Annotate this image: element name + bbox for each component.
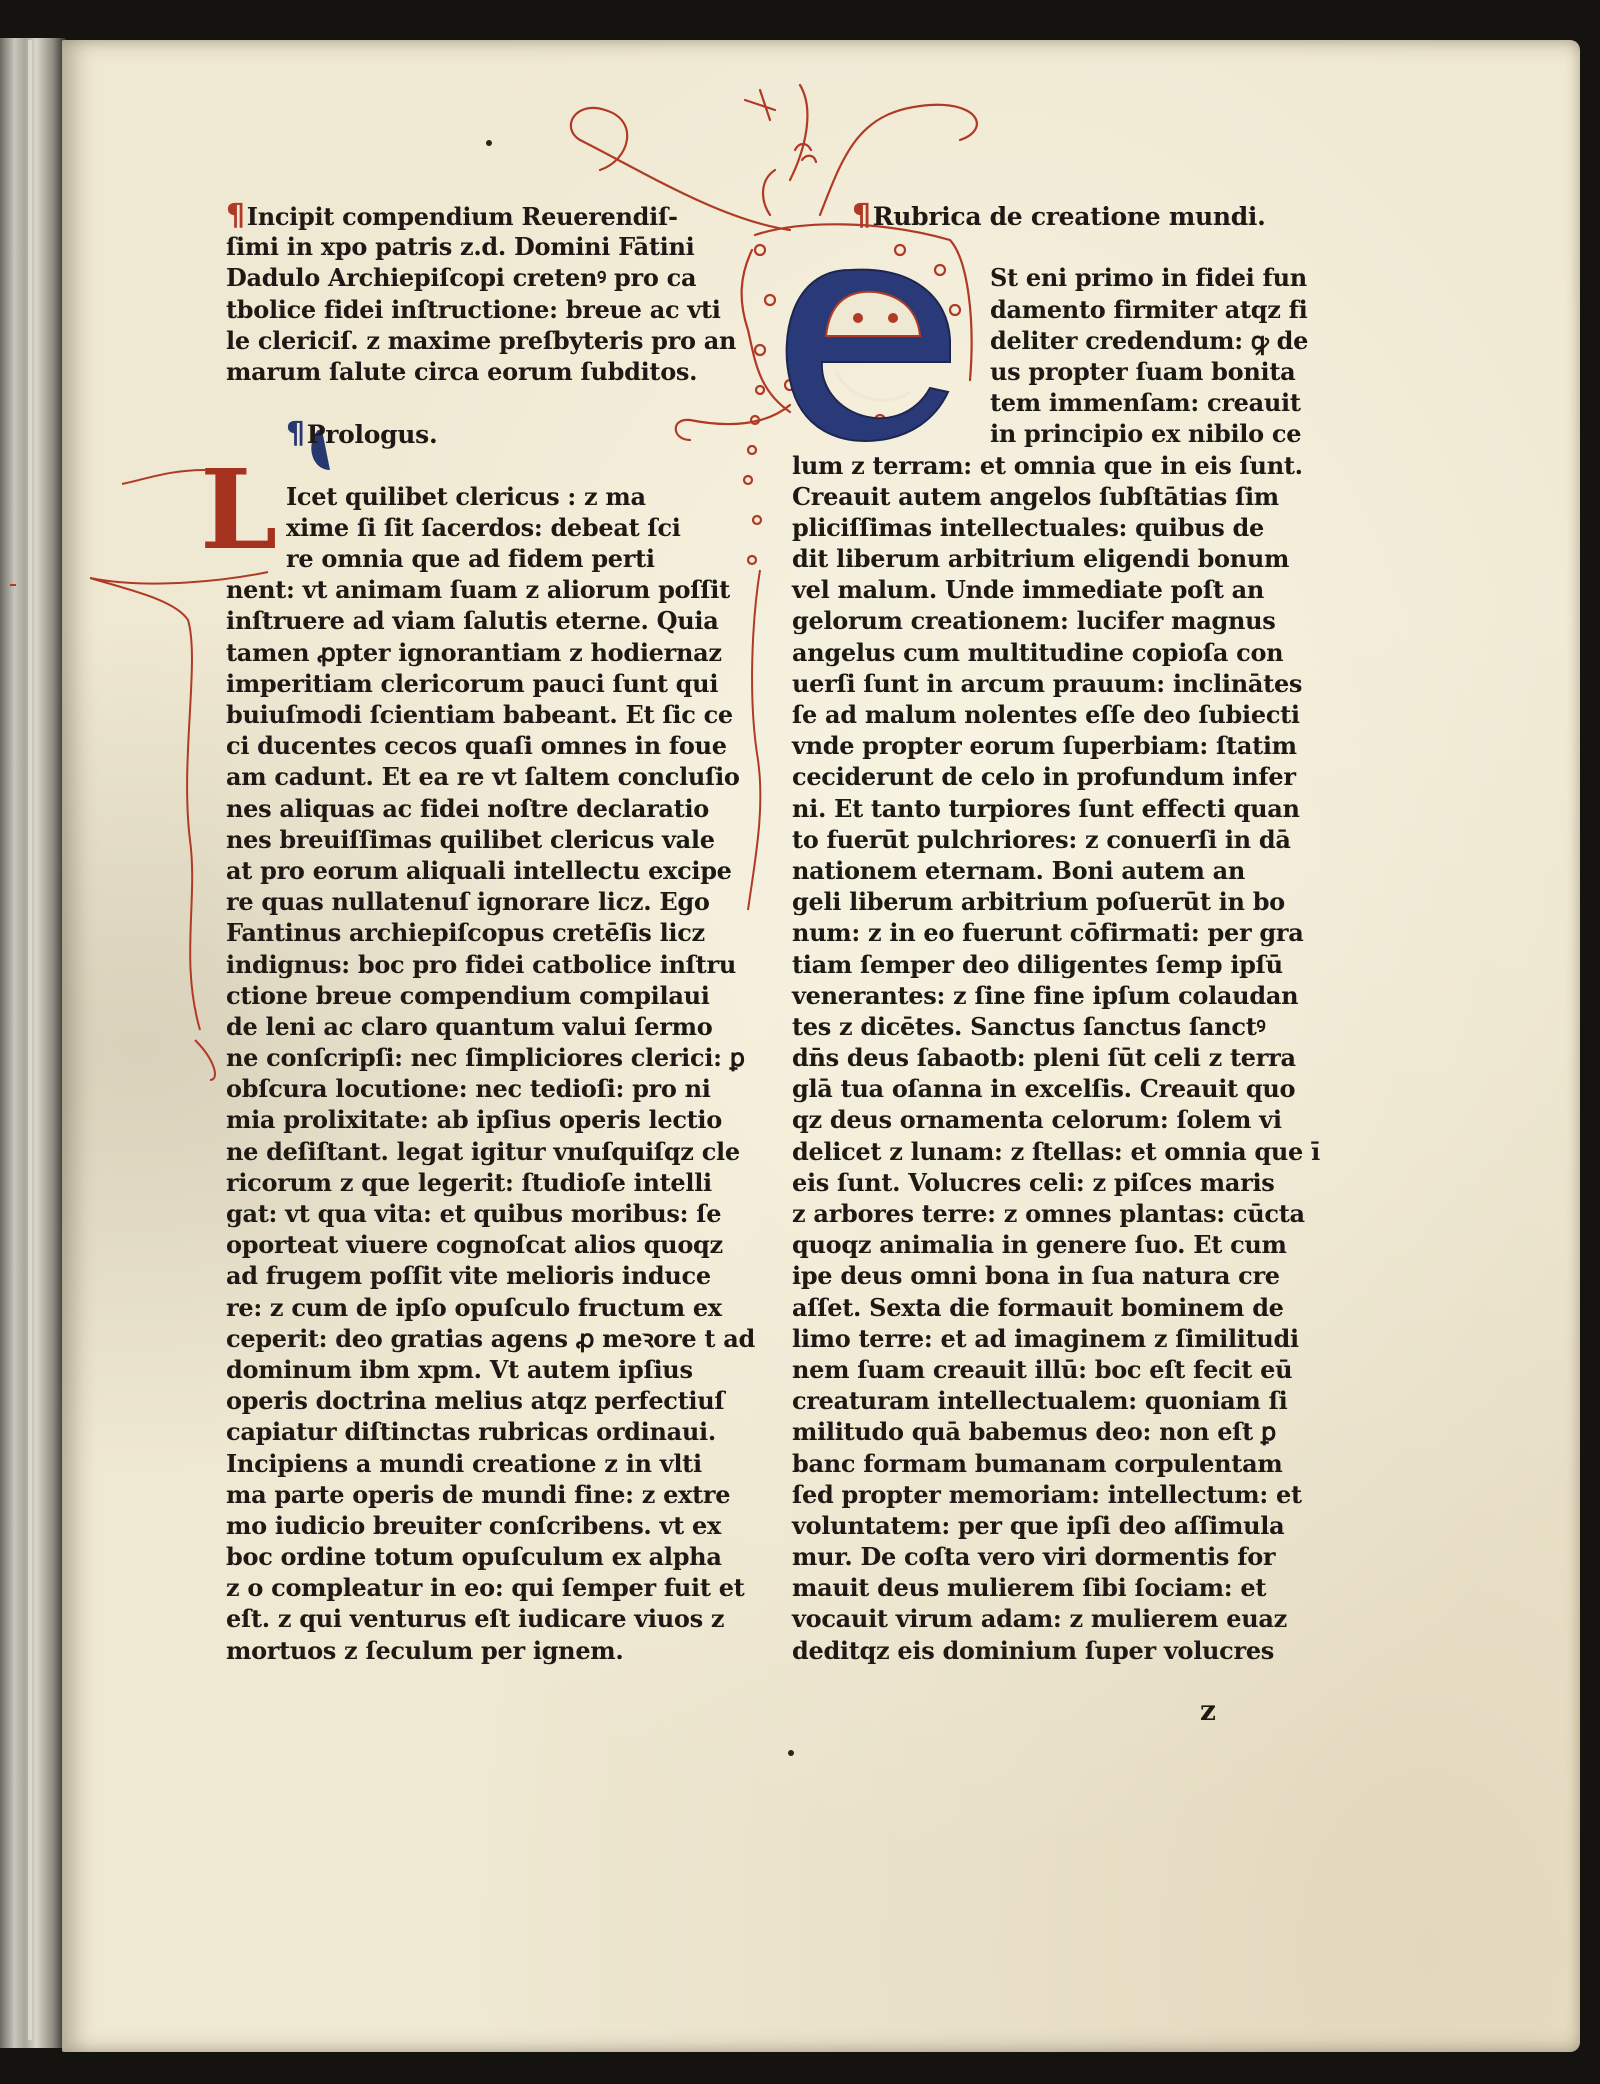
body-line: z arbores terre: z omnes plantas: cūcta — [792, 1199, 1305, 1228]
body-line: limo terre: et ad imaginem z ſimilitudi — [792, 1323, 1299, 1353]
body-line: ctione breue compendium compilaui — [226, 980, 710, 1010]
incipit-line: tbolice fidei inſtructione: breue ac vti — [226, 294, 721, 324]
body-line: oporteat viuere cognoſcat alios quoqz — [226, 1230, 723, 1260]
rubric-heading: ¶Rubrica de creatione mundi. — [852, 198, 1266, 233]
body-line: nationem eternam. Boni autem an — [792, 855, 1246, 885]
body-line: in principio ex nibilo ce — [990, 419, 1302, 449]
body-line: vnde propter eorum ſuperbiam: ſtatim — [792, 731, 1297, 761]
body-line: dominum ibm xpm. Vt autem ipſius — [226, 1354, 693, 1384]
signature-mark: z — [1200, 1694, 1216, 1727]
body-line: re quas nullatenuſ ignorare licz. Ego — [226, 887, 710, 917]
paragraph-mark-red: ¶ — [852, 198, 871, 233]
body-line: dit liberum arbitrium eligendi bonum — [792, 544, 1290, 574]
body-line: glā tua oſanna in excelſis. Creauit quo — [792, 1074, 1296, 1104]
body-line: eſt. z qui venturus eſt iudicare viuos z — [226, 1604, 725, 1634]
spacer — [226, 450, 756, 481]
spacer — [792, 231, 1322, 262]
body-line: xime ſi ſit ſacerdos: debeat ſci — [286, 512, 681, 542]
body-line: z o compleatur in eo: qui ſemper fuit et — [226, 1573, 745, 1603]
body-line: re: z cum de ipſo opuſculo fructum ex — [226, 1292, 722, 1322]
body-line: Icet quilibet clericus : z ma — [286, 481, 646, 511]
body-line: ipe deus omni bona in ſua natura cre — [792, 1261, 1280, 1291]
body-line: tiam ſemper deo diligentes ſemp ipſū — [792, 949, 1283, 979]
incipit-line: le clericiſ. z maxime preſbyteris pro an — [226, 325, 737, 355]
body-line: angelus cum multitudine copioſa con — [792, 637, 1284, 667]
body-line: Creauit autem angelos ſubſtātias ſim — [792, 481, 1279, 511]
dot-mark-bottom — [788, 1750, 794, 1756]
body-line: qz deus ornamenta celorum: ſolem vi — [792, 1105, 1282, 1135]
body-line: ſed propter memoriam: intellectum: et — [792, 1479, 1302, 1509]
body-line: gat: vt qua vita: et quibus moribus: ſe — [226, 1199, 722, 1228]
body-line: geli liberum arbitrium poſuerūt in bo — [792, 887, 1285, 917]
body-line: ci ducentes cecos quaſi omnes in foue — [226, 731, 727, 761]
body-line: nes breuiſſimas quilibet clericus vale — [226, 824, 715, 854]
body-line: nem ſuam creauit illū: boc eſt fecit eū — [792, 1354, 1293, 1384]
body-line: venerantes: z ſine fine ipſum colaudan — [792, 980, 1299, 1010]
paragraph-mark-red: ¶ — [226, 198, 245, 233]
dot-mark-top — [486, 140, 492, 146]
body-line: pliciſſimas intellectuales: quibus de — [792, 512, 1264, 542]
body-line: mortuos z ſeculum per ignem. — [226, 1635, 624, 1665]
body-line: inſtruere ad viam ſalutis eterne. Quia — [226, 606, 719, 636]
body-line: banc formam bumanam corpulentam — [792, 1448, 1283, 1478]
body-line: mur. De coſta vero viri dormentis for — [792, 1542, 1276, 1572]
body-line: voluntatem: per que ipſi deo aſſimula — [792, 1510, 1285, 1540]
body-line: de leni ac claro quantum valui ſermo — [226, 1011, 713, 1041]
body-line: to fuerūt pulchriores: z conuerſi in dā — [792, 824, 1291, 854]
right-column — [792, 200, 1322, 1666]
body-line: imperitiam clericorum pauci ſunt qui — [226, 668, 719, 698]
body-line: ceciderunt de celo in profundum infer — [792, 762, 1296, 792]
incipit-line: ¶Incipit compendium Reuerendiſ- — [226, 198, 678, 233]
body-line: nent: vt animam ſuam z aliorum poſſit — [226, 575, 730, 605]
body-line: mia prolixitate: ab ipſius operis lectio — [226, 1105, 722, 1135]
body-line: dn̄s deus ſabaotb: pleni ſūt celi z terra — [792, 1043, 1296, 1073]
body-line: capiatur diſtinctas rubricas ordinaui. — [226, 1417, 716, 1447]
incipit-line: ſimi in xpo patris z.d. Domini Fātini — [226, 232, 695, 262]
incipit-line: Dadulo Archiepiſcopi cretenꝰ pro ca — [226, 263, 697, 293]
body-line: re omnia que ad fidem perti — [286, 544, 655, 574]
left-column — [226, 200, 756, 1666]
body-line: aſſet. Sexta die formauit bominem de — [792, 1292, 1284, 1322]
body-line: St eni primo in fidei fun — [990, 263, 1307, 293]
body-line: indignus: boc pro fidei catbolice inſtru — [226, 949, 736, 979]
body-line: vel malum. Unde immediate poſt an — [792, 575, 1265, 605]
body-line: deliter credendum: ꝙ de — [990, 325, 1309, 355]
body-line: militudo quā babemus deo: non eſt ꝑ — [792, 1417, 1276, 1447]
body-line: lum z terram: et omnia que in eis ſunt. — [792, 450, 1303, 480]
drop-initial-L: L — [200, 445, 278, 574]
body-line: gelorum creationem: lucifer magnus — [792, 606, 1276, 636]
body-line: operis doctrina melius atqz perfectiuſ — [226, 1386, 725, 1416]
body-line: tes z dicētes. Sanctus ſanctus ſanctꝰ — [792, 1011, 1266, 1041]
body-line: eis ſunt. Volucres celi: z piſces maris — [792, 1167, 1275, 1197]
body-line: delicet z lunam: z ſtellas: et omnia que ī — [792, 1136, 1320, 1166]
body-line: ricorum z que legerit: ſtudioſe intelli — [226, 1167, 712, 1197]
prologue-heading: ¶Prologus. — [286, 416, 438, 452]
body-line: tem immenſam: creauit — [990, 388, 1301, 418]
body-line: ma parte operis de mundi fine: z extre — [226, 1479, 731, 1509]
body-line: mauit deus mulierem ſibi ſociam: et — [792, 1573, 1267, 1603]
body-line: num: z in eo fuerunt cōfirmati: per gra — [792, 918, 1304, 948]
body-line: creaturam intellectualem: quoniam ſi — [792, 1386, 1288, 1416]
body-line: ne conſcripſi: nec ſimpliciores clerici: ꝑ — [226, 1043, 745, 1073]
body-line: mo iudicio breuiter conſcribens. vt ex — [226, 1510, 721, 1540]
body-line: obſcura locutione: nec tedioſi: pro ni — [226, 1074, 711, 1104]
body-line: boc ordine totum opuſculum ex alpha — [226, 1542, 722, 1572]
body-line: Incipiens a mundi creatione z in vlti — [226, 1448, 702, 1478]
body-line: nes aliquas ac fidei noſtre declaratio — [226, 793, 709, 823]
body-line: ne deſiſtant. legat igitur vnuſquiſqz cle — [226, 1136, 740, 1166]
body-line: ceperit: deo gratias agens ꝓ meꝛore t ad — [226, 1323, 755, 1353]
body-line: quoqz animalia in genere ſuo. Et cum — [792, 1230, 1287, 1260]
body-line: uerſi ſunt in arcum prauum: inclinātes — [792, 668, 1303, 698]
body-line: buiuſmodi ſcientiam babeant. Et ſic ce — [226, 700, 733, 729]
spacer — [226, 387, 756, 418]
body-line: am cadunt. Et ea re vt ſaltem concluſio — [226, 762, 740, 792]
paragraph-mark-blue: ¶ — [286, 416, 305, 452]
body-line: at pro eorum aliquali intellectu excipe — [226, 855, 732, 885]
body-line: ſe ad malum nolentes eſſe deo ſubiecti — [792, 700, 1300, 729]
body-line: us propter ſuam bonita — [990, 356, 1296, 386]
body-line: damento firmiter atqz fi — [990, 294, 1308, 324]
incipit-line: marum ſalute circa eorum ſubditos. — [226, 356, 698, 386]
body-line: ad frugem poſſit vite melioris induce — [226, 1261, 711, 1291]
body-line: ni. Et tanto turpiores ſunt effecti quan — [792, 793, 1300, 823]
body-line: vocauit virum adam: z mulierem euaz — [792, 1604, 1287, 1634]
body-line: tamen ꝓpter ignorantiam z hodiernaz — [226, 637, 722, 667]
body-line: Fantinus archiepiſcopus cretēſis licz — [226, 918, 705, 948]
body-line: deditqz eis dominium ſuper volucres — [792, 1635, 1275, 1665]
